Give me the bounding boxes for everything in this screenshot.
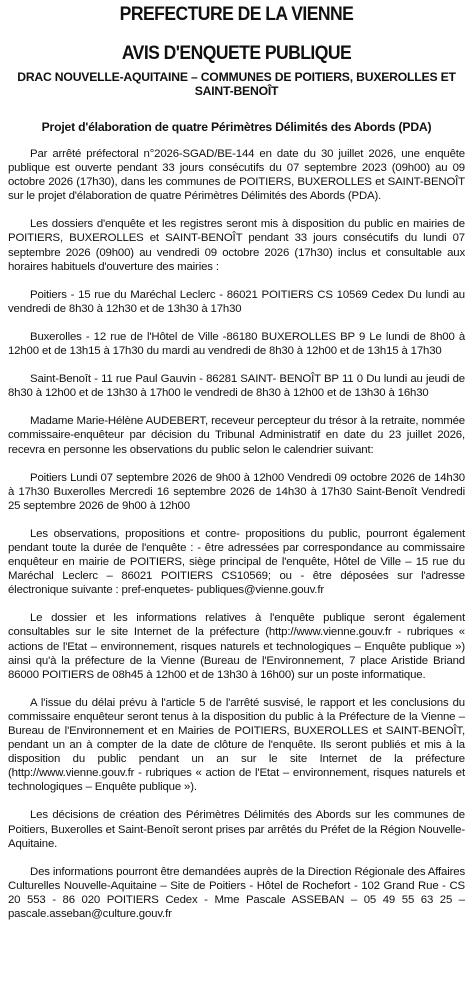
- notice-body: [8, 147, 465, 921]
- paragraph-contact: Des informations pourront être demandées auprès de la Direction Régionale des Affaires Culturelles Nouvelle-Aquitaine – Site de Poitiers - Hôtel de Rochefort - 102 Grand Rue - CS 20 553 - 86 020 POITIERS Cedex - Mme Pascale ASSEBAN – 05 49 55 63 25 – pascale.asseban@culture.gouv.fr: [8, 865, 465, 921]
- paragraph-online-dossier: Le dossier et les informations relatives à l'enquête publique seront également consultables sur le site Internet de la préfecture (http://www.vienne.gouv.fr - rubriques « actions de l'Etat – environnement, risques naturels et technologiques – Enquête publique ») ainsi qu'à la préfecture de la Vienne (Bureau de l'Environnement, 7 place Aristide Briand 86000 POITIERS de 08h45 à 12h00 et de 13h30 à 16h00) sur un poste informatique.: [8, 612, 465, 681]
- paragraph-decree: Par arrêté préfectoral n°2026-SGAD/BE-144 en date du 30 juillet 2026, une enquête publique est ouverte pendant 33 jours consécutifs du 07 septembre 2023 (09h00) au 09 octobre 2026 (17h30), dans les communes de POITIERS, BUXEROLLES et SAINT-BENOÎT sur le projet d'élaboration de quatre Périmètres Délimités des Abords (PDA).: [8, 148, 465, 203]
- project-title: Projet d'élaboration de quatre Périmètres Délimités des Abords (PDA): [41, 120, 432, 134]
- paragraph-report: A l'issue du délai prévu à l'article 5 de l'arrêté susvisé, le rapport et les conclusions du commissaire enquêteur seront tenus à la disposition du public à la Préfecture de la Vienne – Bureau de l'Environnement et en Mairies de POITIERS, BUXEROLLES et SAINT-BENOÎT, pendant un an à compter de la date de clôture de l'enquête. Ils seront publiés et mis à la disposition du public pendant un an sur le site Internet de la préfecture (http://www.vienne.gouv.fr - rubriques « action de l'Etat – environnement, risques naturels et technologiques – Enquête publique »).: [8, 696, 465, 794]
- paragraph-dossiers: Les dossiers d'enquête et les registres seront mis à disposition du public en mairies de POITIERS, BUXEROLLES et SAINT-BENOÎT pendant 33 jours consécutifs du lundi 07 septembre 2026 (09h00) au vendredi 09 octobre 2026 (17h30) inclus et consultable aux horaires habituels d'ouverture des mairies :: [8, 218, 465, 273]
- paragraph-decisions: Les décisions de création des Périmètres Délimités des Abords sur les communes de Poitiers, Buxerolles et Saint-Benoît seront prises par arrêtés du Préfet de la Région Nouvelle- Aquitaine.: [8, 809, 465, 850]
- paragraph-commissioner: Madame Marie-Hélène AUDEBERT, receveur percepteur du trésor à la retraite, nommée commissaire-enquêteur par décision du Tribunal Administratif en date du 23 juillet 2026, recevra en personne les observations du public selon le calendrier suivant:: [8, 415, 465, 456]
- paragraph-saint-benoit-hours: Saint-Benoît - 11 rue Paul Gauvin - 86281 SAINT- BENOÎT BP 11 0 Du lundi au jeudi de 8h30 à 12h00 et de 13h30 à 17h00 le vendredi de 8h30 à 12h00 et de 13h30 à 16h30: [8, 373, 465, 400]
- paragraph-calendar: Poitiers Lundi 07 septembre 2026 de 9h00 à 12h00 Vendredi 09 octobre 2026 de 14h30 à 17h30 Buxerolles Mercredi 16 septembre 2026 de 14h30 à 17h30 Saint-Benoît Vendredi 25 septembre 2026 de 9h00 à 12h00: [8, 471, 465, 512]
- prefecture-title: PREFECTURE DE LA VIENNE: [119, 3, 354, 25]
- paragraph-observations: Les observations, propositions et contre- propositions du public, pourront également pendant toute la durée de l'enquête : - être adressées par correspondance au commissaire enquêteur en mairie de POITIERS, siège principal de l'enquête, Hôtel de Ville – 15 rue du Maréchal Leclerc – 86021 POITIERS CS10569; ou - être déposées sur l'adresse électronique suivante : pref-enquetes- publiques@vienne.gouv.fr: [8, 527, 465, 597]
- paragraph-poitiers-hours: Poitiers - 15 rue du Maréchal Leclerc - 86021 POITIERS CS 10569 Cedex Du lundi au vendredi de 8h30 à 12h30 et de 13h30 à 17h30: [8, 288, 465, 315]
- notice-title: AVIS D'ENQUETE PUBLIQUE: [121, 42, 352, 64]
- notice-subtitle: DRAC NOUVELLE-AQUITAINE – COMMUNES DE POITIERS, BUXEROLLES ET SAINT-BENOÎT: [17, 70, 456, 98]
- paragraph-buxerolles-hours: Buxerolles - 12 rue de l'Hôtel de Ville -86180 BUXEROLLES BP 9 Le lundi de 8h00 à 12h00 et de 13h15 à 17h30 du mardi au vendredi de 8h30 à 12h00 et de 13h15 à 17h30: [8, 330, 465, 358]
